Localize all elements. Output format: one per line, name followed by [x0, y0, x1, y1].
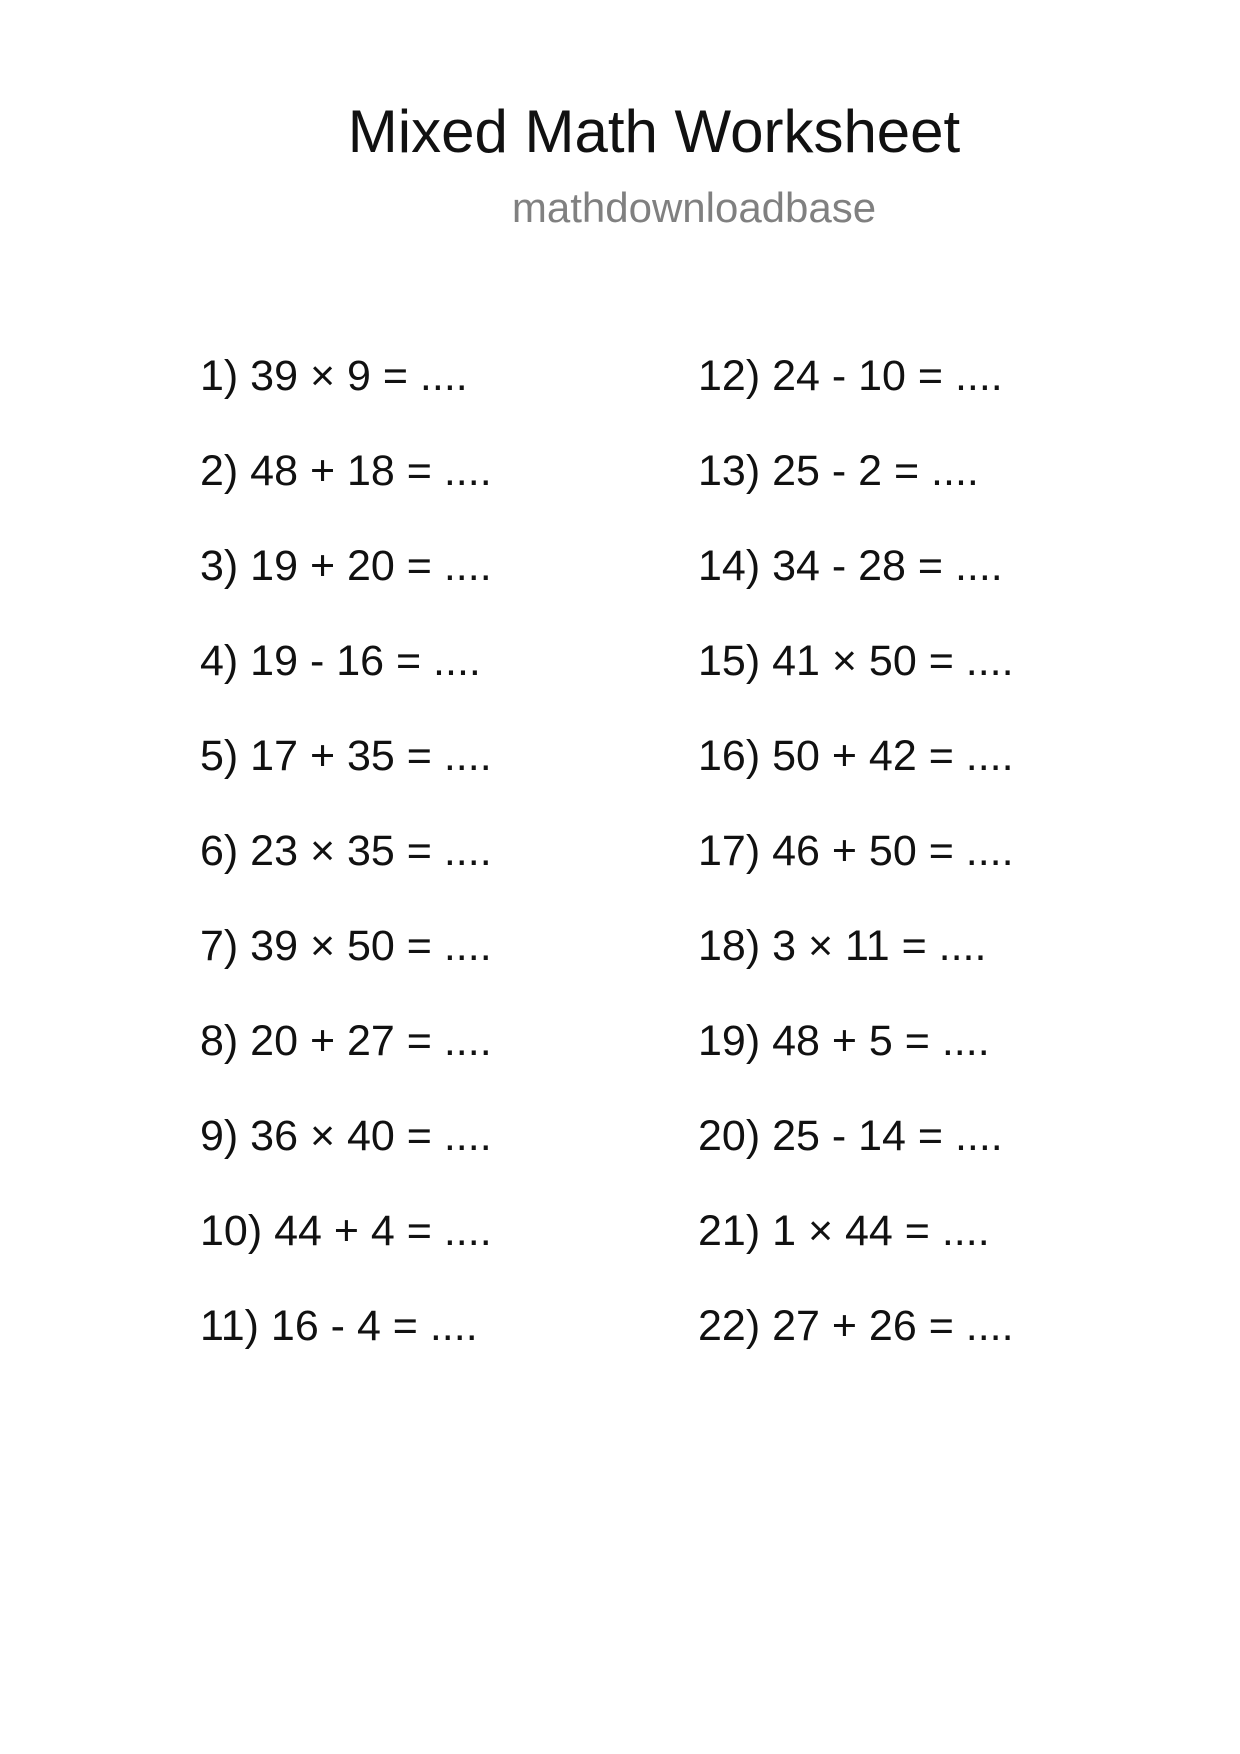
- problem-item: 6) 23 × 35 = ....: [200, 827, 492, 875]
- problem-item: 2) 48 + 18 = ....: [200, 447, 492, 495]
- problem-item: 21) 1 × 44 = ....: [698, 1207, 990, 1255]
- problem-item: 9) 36 × 40 = ....: [200, 1112, 492, 1160]
- problem-item: 14) 34 - 28 = ....: [698, 542, 1003, 590]
- problem-column-left: [200, 346, 492, 1391]
- problem-item: 20) 25 - 14 = ....: [698, 1112, 1003, 1160]
- problem-item: 10) 44 + 4 = ....: [200, 1207, 492, 1255]
- problem-item: 15) 41 × 50 = ....: [698, 637, 1014, 685]
- problem-item: 8) 20 + 27 = ....: [200, 1017, 492, 1065]
- problem-column-right: [698, 346, 1014, 1391]
- problem-item: 1) 39 × 9 = ....: [200, 352, 468, 400]
- worksheet-title: Mixed Math Worksheet: [347, 98, 961, 165]
- problem-item: 16) 50 + 42 = ....: [698, 732, 1014, 780]
- problem-item: 22) 27 + 26 = ....: [698, 1302, 1014, 1350]
- problem-item: 4) 19 - 16 = ....: [200, 637, 481, 685]
- worksheet-subtitle: mathdownloadbase: [511, 184, 877, 231]
- problem-item: 18) 3 × 11 = ....: [698, 922, 987, 970]
- problem-item: 5) 17 + 35 = ....: [200, 732, 492, 780]
- problem-item: 19) 48 + 5 = ....: [698, 1017, 990, 1065]
- problem-item: 17) 46 + 50 = ....: [698, 827, 1014, 875]
- problem-item: 11) 16 - 4 = ....: [200, 1302, 478, 1350]
- problem-item: 7) 39 × 50 = ....: [200, 922, 492, 970]
- problem-item: 13) 25 - 2 = ....: [698, 447, 979, 495]
- problem-item: 12) 24 - 10 = ....: [698, 352, 1003, 400]
- problem-item: 3) 19 + 20 = ....: [200, 542, 492, 590]
